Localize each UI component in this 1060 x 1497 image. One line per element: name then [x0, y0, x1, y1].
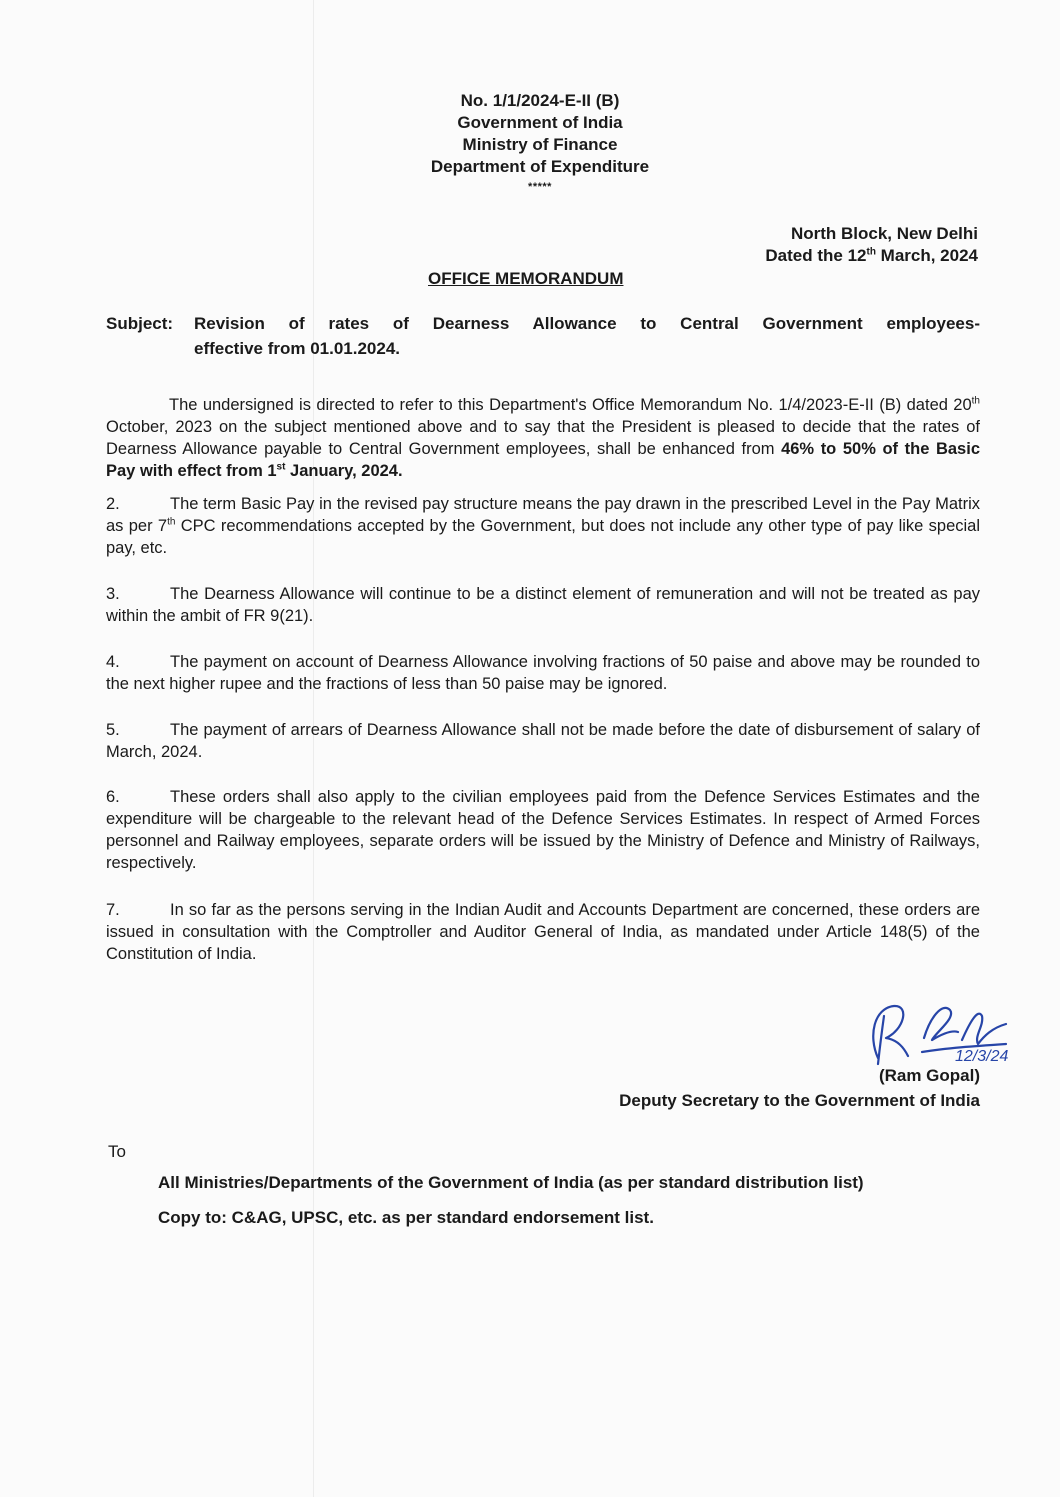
distribution-line-2: Copy to: C&AG, UPSC, etc. as per standard endorsement list.	[158, 1208, 654, 1227]
file-number: No. 1/1/2024-E-II (B)	[460, 91, 620, 110]
para6-text: These orders shall also apply to the civilian employees paid from the Defence Services Estimates and the expenditure will be chargeable to the relevant head of the Defence Services Estimates. In respect of Armed Forces personnel and Railway employees, separate orders will be issued by the Ministry of Defence and Ministry of Railways, respectively.	[106, 788, 980, 872]
paragraph-6	[106, 786, 980, 874]
ministry-name: Ministry of Finance	[462, 135, 618, 154]
para3-number: 3.	[106, 585, 120, 603]
subject-line-2: effective from 01.01.2024.	[194, 339, 401, 358]
para7-number: 7.	[106, 901, 120, 919]
para1-bold-sup: st	[276, 461, 286, 473]
paragraph-7	[106, 899, 980, 965]
para1-bold-2: January, 2024.	[285, 462, 403, 480]
place-location: North Block, New Delhi	[790, 224, 978, 243]
para5-text: The payment of arrears of Dearness Allowance shall not be made before the date of disbursement of salary of March, 2024.	[106, 721, 980, 761]
memo-date-sup: th	[866, 246, 876, 258]
paragraph-5	[106, 719, 980, 763]
paragraph-4	[106, 651, 980, 695]
paragraph-3	[106, 583, 980, 627]
memo-date-suffix: March, 2024	[875, 246, 978, 265]
para1-text-1: The undersigned is directed to refer to this Department's Office Memorandum No. 1/4/2023-E-II (B) dated 20	[169, 396, 972, 414]
subject-line-1: Revision of rates of Dearness Allowance to Central Government employees-	[194, 314, 980, 333]
memo-date	[765, 245, 978, 267]
signatory-name: (Ram Gopal)	[878, 1066, 980, 1085]
para1-text-2: October, 2023 on the subject mentioned above and to say that the President is pleased to decide that the rates of Dearness Allowance payable to Central Government employees, shall be enhanced from	[106, 418, 980, 458]
government-name: Government of India	[457, 113, 623, 132]
subject-label: Subject:	[106, 314, 174, 333]
para4-number: 4.	[106, 653, 120, 671]
header-stars: *****	[528, 181, 552, 193]
para2-number: 2.	[106, 495, 120, 513]
to-label: To	[108, 1142, 126, 1161]
paragraph-2	[106, 493, 980, 559]
para1-bold-1: 46% to 50% of the Basic Pay with effect from 1	[106, 440, 980, 480]
para5-number: 5.	[106, 721, 120, 739]
memo-date-prefix: Dated the 12	[765, 246, 867, 265]
para3-text: The Dearness Allowance will continue to be a distinct element of remuneration and will not be treated as pay within the ambit of FR 9(21).	[106, 585, 980, 625]
para2-text-1: The term Basic Pay in the revised pay structure means the pay drawn in the prescribed Level in the Pay Matrix as per 7	[106, 495, 980, 535]
paragraph-1	[106, 394, 980, 482]
signatory-designation: Deputy Secretary to the Government of India	[619, 1091, 980, 1110]
para4-text: The payment on account of Dearness Allowance involving fractions of 50 paise and above may be rounded to the next higher rupee and the fractions of less than 50 paise may be ignored.	[106, 653, 980, 693]
para2-sup: th	[167, 516, 176, 528]
para6-number: 6.	[106, 788, 120, 806]
department-name: Department of Expenditure	[430, 157, 650, 176]
handwritten-date: 12/3/24	[955, 1048, 1009, 1065]
para2-text-2: CPC recommendations accepted by the Government, but does not include any other type of pay like special pay, etc.	[106, 517, 980, 557]
memo-title: OFFICE MEMORANDUM	[428, 269, 624, 288]
para7-text: In so far as the persons serving in the Indian Audit and Accounts Department are concerned, these orders are issued in consultation with the Comptroller and Auditor General of India, as mandated under Article 148(5) of the Constitution of India.	[106, 901, 980, 963]
para1-sup: th	[971, 395, 980, 407]
distribution-line-1: All Ministries/Departments of the Government of India (as per standard distribution list)	[158, 1173, 864, 1192]
